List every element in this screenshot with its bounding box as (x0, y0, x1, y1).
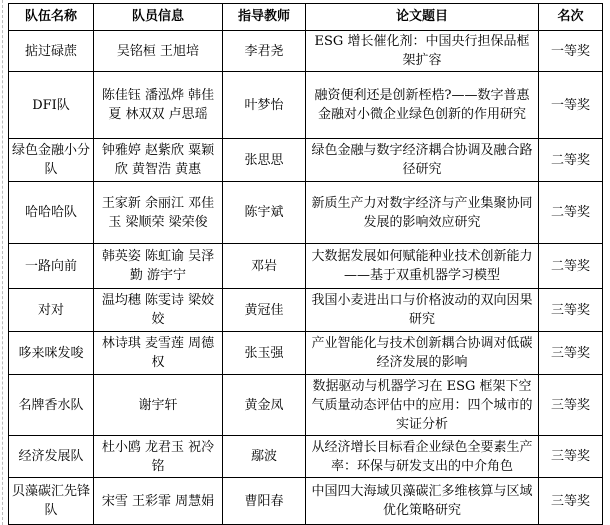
member-info-cell: 杜小鸥 龙君玉 祝冷铭 (94, 436, 223, 478)
member-info-cell: 温均穗 陈雯诗 梁姣姣 (94, 289, 223, 332)
advisor-cell: 叶梦怡 (223, 72, 306, 139)
paper-title-cell: 绿色金融与数字经济耦合协调及融合路径研究 (306, 139, 539, 182)
rank-cell: 二等奖 (539, 244, 603, 289)
member-info-cell: 陈佳钰 潘泓烨 韩佳夏 林双双 卢思瑶 (94, 72, 223, 139)
team-name-cell: 哈哈哈队 (9, 182, 94, 244)
advisor-cell: 李君尧 (223, 31, 306, 72)
rank-cell: 二等奖 (539, 139, 603, 182)
member-info-cell: 宋雪 王彩霏 周慧娟 (94, 478, 223, 525)
member-info-cell: 林诗琪 麦雪莲 周德权 (94, 332, 223, 375)
rank-cell: 三等奖 (539, 332, 603, 375)
advisor-cell: 邓岩 (223, 244, 306, 289)
table-row (9, 244, 603, 289)
header-paper-title: 论文题目 (306, 4, 539, 31)
member-info-cell: 吴铭桓 王旭培 (94, 31, 223, 72)
advisor-cell: 鄢波 (223, 436, 306, 478)
header-row (9, 4, 603, 31)
paper-title-cell: 大数据发展如何赋能种业技术创新能力——基于双重机器学习模型 (306, 244, 539, 289)
paper-title-cell: 中国四大海域贝藻碳汇多维核算与区域优化策略研究 (306, 478, 539, 525)
header-rank: 名次 (539, 4, 603, 31)
team-name-cell: 哆来咪发唆 (9, 332, 94, 375)
rank-cell: 一等奖 (539, 72, 603, 139)
advisor-cell: 曹阳春 (223, 478, 306, 525)
table-row (9, 139, 603, 182)
team-name-cell: 贝藻碳汇先锋队 (9, 478, 94, 525)
header-advisor: 指导教师 (223, 4, 306, 31)
results-table (8, 3, 603, 525)
table-row (9, 436, 603, 478)
team-name-cell: DFI队 (9, 72, 94, 139)
table-row (9, 289, 603, 332)
member-info-cell: 钟雅婷 赵紫欣 粟颖欣 黄智浩 黄惠 (94, 139, 223, 182)
advisor-cell: 黄冠佳 (223, 289, 306, 332)
table-row (9, 332, 603, 375)
advisor-cell: 陈宇斌 (223, 182, 306, 244)
team-name-cell: 对对 (9, 289, 94, 332)
rank-cell: 一等奖 (539, 31, 603, 72)
paper-title-cell: 融资便利还是创新桎梏?——数字普惠金融对小微企业绿色创新的作用研究 (306, 72, 539, 139)
table-row (9, 375, 603, 436)
paper-title-cell: 新质生产力对数字经济与产业集聚协同发展的影响效应研究 (306, 182, 539, 244)
team-name-cell: 掂过碌蔗 (9, 31, 94, 72)
team-name-cell: 经济发展队 (9, 436, 94, 478)
rank-cell: 三等奖 (539, 289, 603, 332)
results-table-header (9, 4, 603, 31)
header-member-info: 队员信息 (94, 4, 223, 31)
team-name-cell: 绿色金融小分队 (9, 139, 94, 182)
table-row (9, 31, 603, 72)
paper-title-cell: ESG 增长催化剂：中国央行担保品框架扩容 (306, 31, 539, 72)
rank-cell: 三等奖 (539, 375, 603, 436)
rank-cell: 三等奖 (539, 436, 603, 478)
team-name-cell: 一路向前 (9, 244, 94, 289)
results-table-body (9, 31, 603, 525)
table-row (9, 72, 603, 139)
header-team-name: 队伍名称 (9, 4, 94, 31)
paper-title-cell: 数据驱动与机器学习在 ESG 框架下空气质量动态评估中的应用：四个城市的实证分析 (306, 375, 539, 436)
member-info-cell: 王家新 余丽江 邓佳玉 梁顺荣 梁荣俊 (94, 182, 223, 244)
member-info-cell: 韩英姿 陈虹谕 吴泽勤 游宇宁 (94, 244, 223, 289)
team-name-cell: 名牌香水队 (9, 375, 94, 436)
paper-title-cell: 产业智能化与技术创新耦合协调对低碳经济发展的影响 (306, 332, 539, 375)
paper-title-cell: 我国小麦进出口与价格波动的双向因果研究 (306, 289, 539, 332)
advisor-cell: 张思思 (223, 139, 306, 182)
member-info-cell: 谢宇轩 (94, 375, 223, 436)
table-row (9, 478, 603, 525)
rank-cell: 二等奖 (539, 182, 603, 244)
advisor-cell: 张玉强 (223, 332, 306, 375)
table-row (9, 182, 603, 244)
advisor-cell: 黄金凤 (223, 375, 306, 436)
paper-title-cell: 从经济增长目标看企业绿色全要素生产率：环保与研发支出的中介角色 (306, 436, 539, 478)
rank-cell: 三等奖 (539, 478, 603, 525)
page-margin-guide (2, 0, 3, 525)
